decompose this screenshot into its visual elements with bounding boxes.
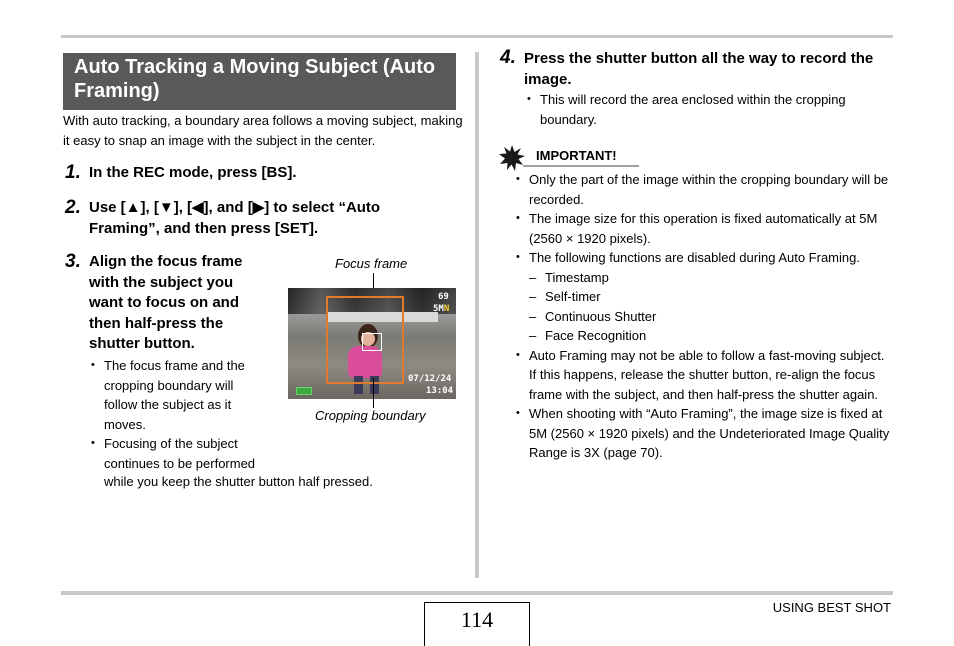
important-underline: [523, 165, 639, 167]
step-2-number: 2.: [65, 197, 81, 218]
osd-time: 13:04: [426, 386, 454, 396]
disabled-function-item: – Timestamp: [514, 268, 894, 288]
step-4-text: Press the shutter button all the way to record the image.: [524, 50, 874, 88]
column-divider: [475, 52, 479, 578]
step-1-text: In the REC mode, press [BS].: [89, 164, 297, 181]
step-3-bullets: [89, 356, 261, 473]
osd-shots-remaining: 69: [438, 292, 449, 302]
camera-screen-image: [288, 288, 456, 399]
top-rule: [61, 35, 893, 38]
page-number: 114: [460, 607, 494, 632]
step-3-bullet: • Focusing of the subject continues to be performed: [89, 434, 261, 473]
step-1-number: 1.: [65, 162, 81, 183]
bottom-rule: [61, 591, 893, 595]
important-burst-icon: [499, 145, 525, 171]
important-item: • The image size for this operation is fixed automatically at 5M (2560 × 1920 pixels).: [514, 209, 894, 248]
osd-size-value: 5M: [433, 304, 444, 314]
section-intro: With auto tracking, a boundary area follows a moving subject, making it easy to snap an image with the subject in the center.: [63, 113, 463, 148]
important-list: [514, 170, 894, 463]
cropping-boundary-leader-line: [373, 378, 374, 408]
important-item: • Only the part of the image within the cropping boundary will be recorded.: [514, 170, 894, 209]
step-4-number: 4.: [500, 47, 516, 68]
important-item: • Auto Framing may not be able to follow a fast-moving subject. If this happens, release the shutter button, re-align the focus frame with the subject, and then half-press the shutter again.: [514, 346, 894, 405]
cropping-boundary-caption: Cropping boundary: [315, 408, 426, 423]
step-2-text: Use [▲], [▼], [◀], and [▶] to select “Auto Framing”, and then press [SET].: [89, 199, 381, 237]
step-3-bullet-continuation: while you keep the shutter button half pressed.: [104, 474, 373, 489]
important-item: • When shooting with “Auto Framing”, the image size is fixed at 5M (2560 × 1920 pixels) and the Undeteriorated Image Quality Range is 3X (page 70).: [514, 404, 894, 463]
osd-date: 07/12/24: [408, 374, 452, 384]
focus-frame-caption: Focus frame: [335, 256, 408, 271]
focus-frame: [362, 333, 382, 351]
step-3-text: Align the focus frame with the subject you want to focus on and then half-press the shutter button.: [89, 253, 243, 352]
disabled-function-item: – Face Recognition: [514, 326, 894, 346]
step-4-bullet: • This will record the area enclosed within the cropping boundary.: [525, 90, 890, 129]
step-4-bullets: [525, 90, 890, 129]
section-title: Auto Tracking a Moving Subject (Auto Framing): [63, 53, 456, 110]
important-item: • The following functions are disabled during Auto Framing.: [514, 248, 894, 268]
step-3-number: 3.: [65, 251, 81, 272]
footer-section-name: USING BEST SHOT: [772, 600, 891, 615]
important-label: IMPORTANT!: [536, 148, 617, 163]
disabled-function-item: – Self-timer: [514, 287, 894, 307]
osd-quality-value: N: [443, 304, 450, 314]
disabled-function-item: – Continuous Shutter: [514, 307, 894, 327]
battery-icon: [296, 387, 312, 395]
osd-image-size: [433, 304, 449, 314]
step-3-bullet: • The focus frame and the cropping boundary will follow the subject as it moves.: [89, 356, 261, 434]
